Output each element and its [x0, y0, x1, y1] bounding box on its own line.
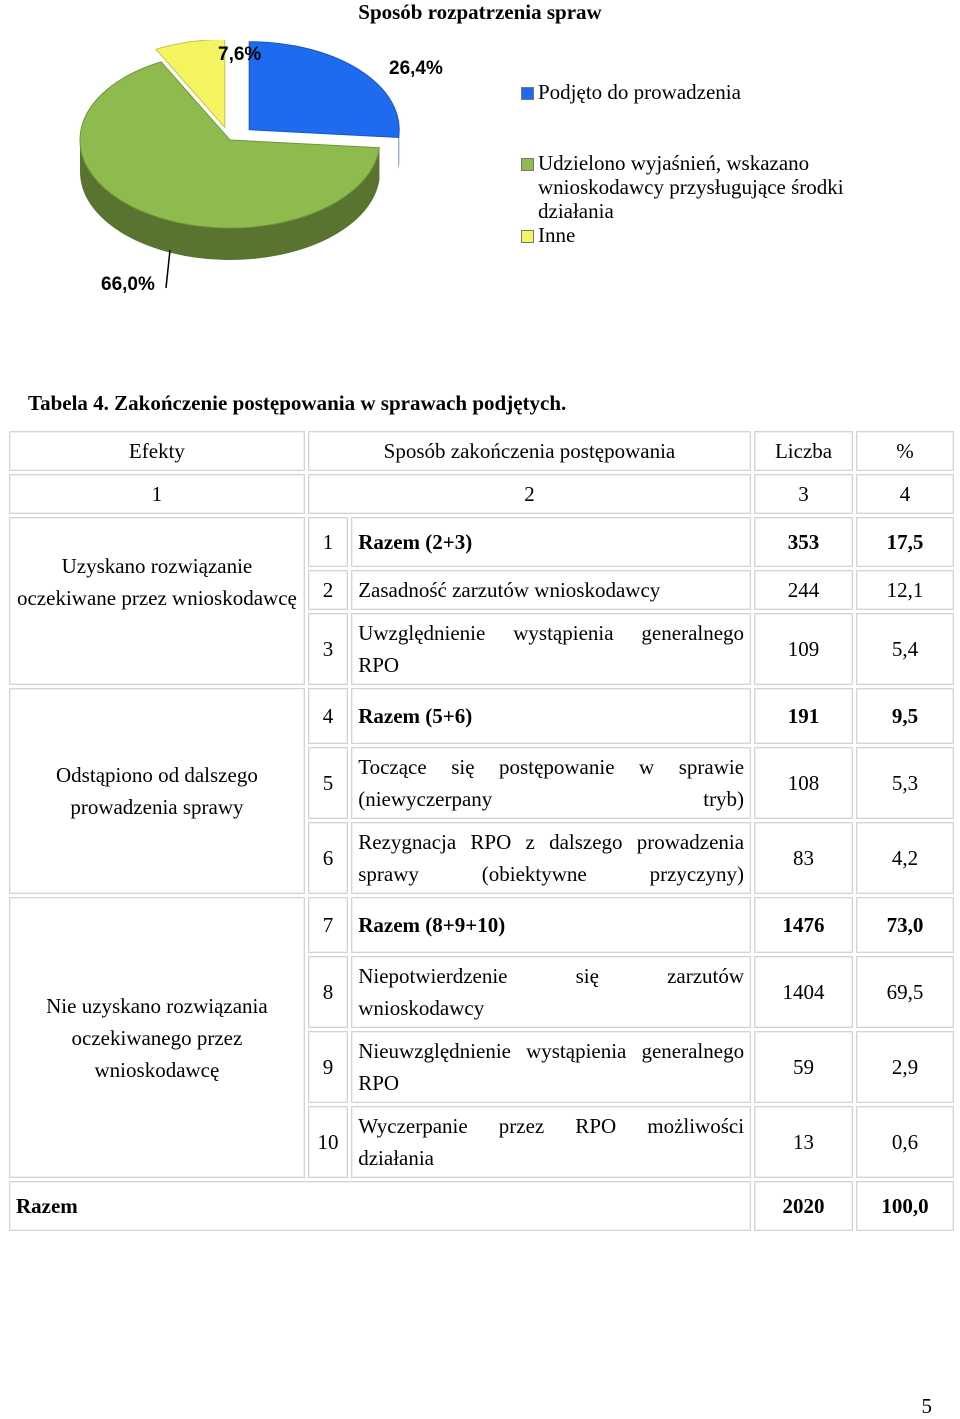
row-count: 244 [754, 570, 853, 610]
row-count: 109 [754, 613, 853, 685]
legend-swatch-yellow [521, 230, 534, 243]
row-percent: 5,4 [856, 613, 954, 685]
chart-title: Sposób rozpatrzenia spraw [358, 0, 602, 24]
row-description: Rezygnacja RPO z dalszego prowadzenia sprawy (obiektywne przyczyny) [351, 822, 751, 894]
row-description: Uwzględnienie wystąpienia generalnego RPO [351, 613, 751, 685]
effect-cell: Uzyskano rozwiązanie oczekiwane przez wnioskodawcę [9, 517, 305, 685]
row-description: Zasadność zarzutów wnioskodawcy [351, 570, 751, 610]
row-number: 3 [308, 613, 348, 685]
legend-label: Podjęto do prowadzenia [538, 80, 741, 104]
row-description: Razem (5+6) [351, 688, 751, 744]
row-description: Niepotwierdzenie się zarzutów wnioskodawcy [351, 956, 751, 1028]
header-number: 1 [9, 474, 305, 514]
row-count: 108 [754, 747, 853, 819]
row-count: 59 [754, 1031, 853, 1103]
row-count: 13 [754, 1106, 853, 1178]
page-number: 5 [921, 1394, 932, 1418]
total-label: Razem [9, 1181, 751, 1231]
pie-leader-line [166, 250, 170, 288]
header-number-row [9, 474, 954, 514]
row-count: 1404 [754, 956, 853, 1028]
row-percent: 9,5 [856, 688, 954, 744]
row-description: Nieuwzględnienie wystąpienia generalnego RPO [351, 1031, 751, 1103]
row-number: 7 [308, 897, 348, 953]
row-count: 191 [754, 688, 853, 744]
legend-label: Udzielono wyjaśnień, wskazano wnioskodawcy przysługujące środki działania [538, 151, 844, 223]
row-number: 5 [308, 747, 348, 819]
legend-swatch-blue [521, 87, 534, 100]
row-percent: 4,2 [856, 822, 954, 894]
row-number: 1 [308, 517, 348, 567]
row-count: 353 [754, 517, 853, 567]
header-liczba: Liczba [754, 431, 853, 471]
row-percent: 73,0 [856, 897, 954, 953]
header-number: 4 [856, 474, 954, 514]
header-procent: % [856, 431, 954, 471]
legend-item-inne [521, 223, 881, 247]
table-caption: Tabela 4. Zakończenie postępowania w sprawach podjętych. [28, 391, 567, 415]
row-description: Toczące się postępowanie w sprawie (niewyczerpany tryb) [351, 747, 751, 819]
pie-label-podjeto: 26,4% [389, 58, 443, 79]
row-percent: 0,6 [856, 1106, 954, 1178]
header-number: 3 [754, 474, 853, 514]
effect-cell: Nie uzyskano rozwiązania oczekiwanego przez wnioskodawcę [9, 897, 305, 1178]
header-efekty: Efekty [9, 431, 305, 471]
row-description: Razem (2+3) [351, 517, 751, 567]
table-row [9, 688, 954, 744]
total-count: 2020 [754, 1181, 853, 1231]
row-number: 6 [308, 822, 348, 894]
row-number: 8 [308, 956, 348, 1028]
row-percent: 12,1 [856, 570, 954, 610]
pie-label-udzielono: 66,0% [101, 274, 155, 295]
results-table [6, 428, 957, 1234]
row-description: Wyczerpanie przez RPO możliwości działania [351, 1106, 751, 1178]
total-percent: 100,0 [856, 1181, 954, 1231]
pie-label-inne: 7,6% [218, 44, 262, 65]
table-row [9, 897, 954, 953]
row-percent: 17,5 [856, 517, 954, 567]
row-number: 10 [308, 1106, 348, 1178]
pie-slice [249, 42, 399, 138]
row-percent: 5,3 [856, 747, 954, 819]
legend-item-udzielono [521, 151, 881, 223]
legend-label: Inne [538, 223, 576, 247]
row-number: 4 [308, 688, 348, 744]
legend-swatch-green [521, 158, 534, 171]
legend-item-podjeto [521, 80, 881, 104]
chart-legend [521, 80, 881, 247]
header-row [9, 431, 954, 471]
total-row [9, 1181, 954, 1231]
row-number: 9 [308, 1031, 348, 1103]
header-sposob: Sposób zakończenia postępowania [308, 431, 751, 471]
row-percent: 69,5 [856, 956, 954, 1028]
row-description: Razem (8+9+10) [351, 897, 751, 953]
header-number: 2 [308, 474, 751, 514]
row-percent: 2,9 [856, 1031, 954, 1103]
row-count: 83 [754, 822, 853, 894]
row-count: 1476 [754, 897, 853, 953]
row-number: 2 [308, 570, 348, 610]
table-row [9, 517, 954, 567]
pie-chart [60, 40, 440, 290]
effect-cell: Odstąpiono od dalszego prowadzenia sprawy [9, 688, 305, 894]
